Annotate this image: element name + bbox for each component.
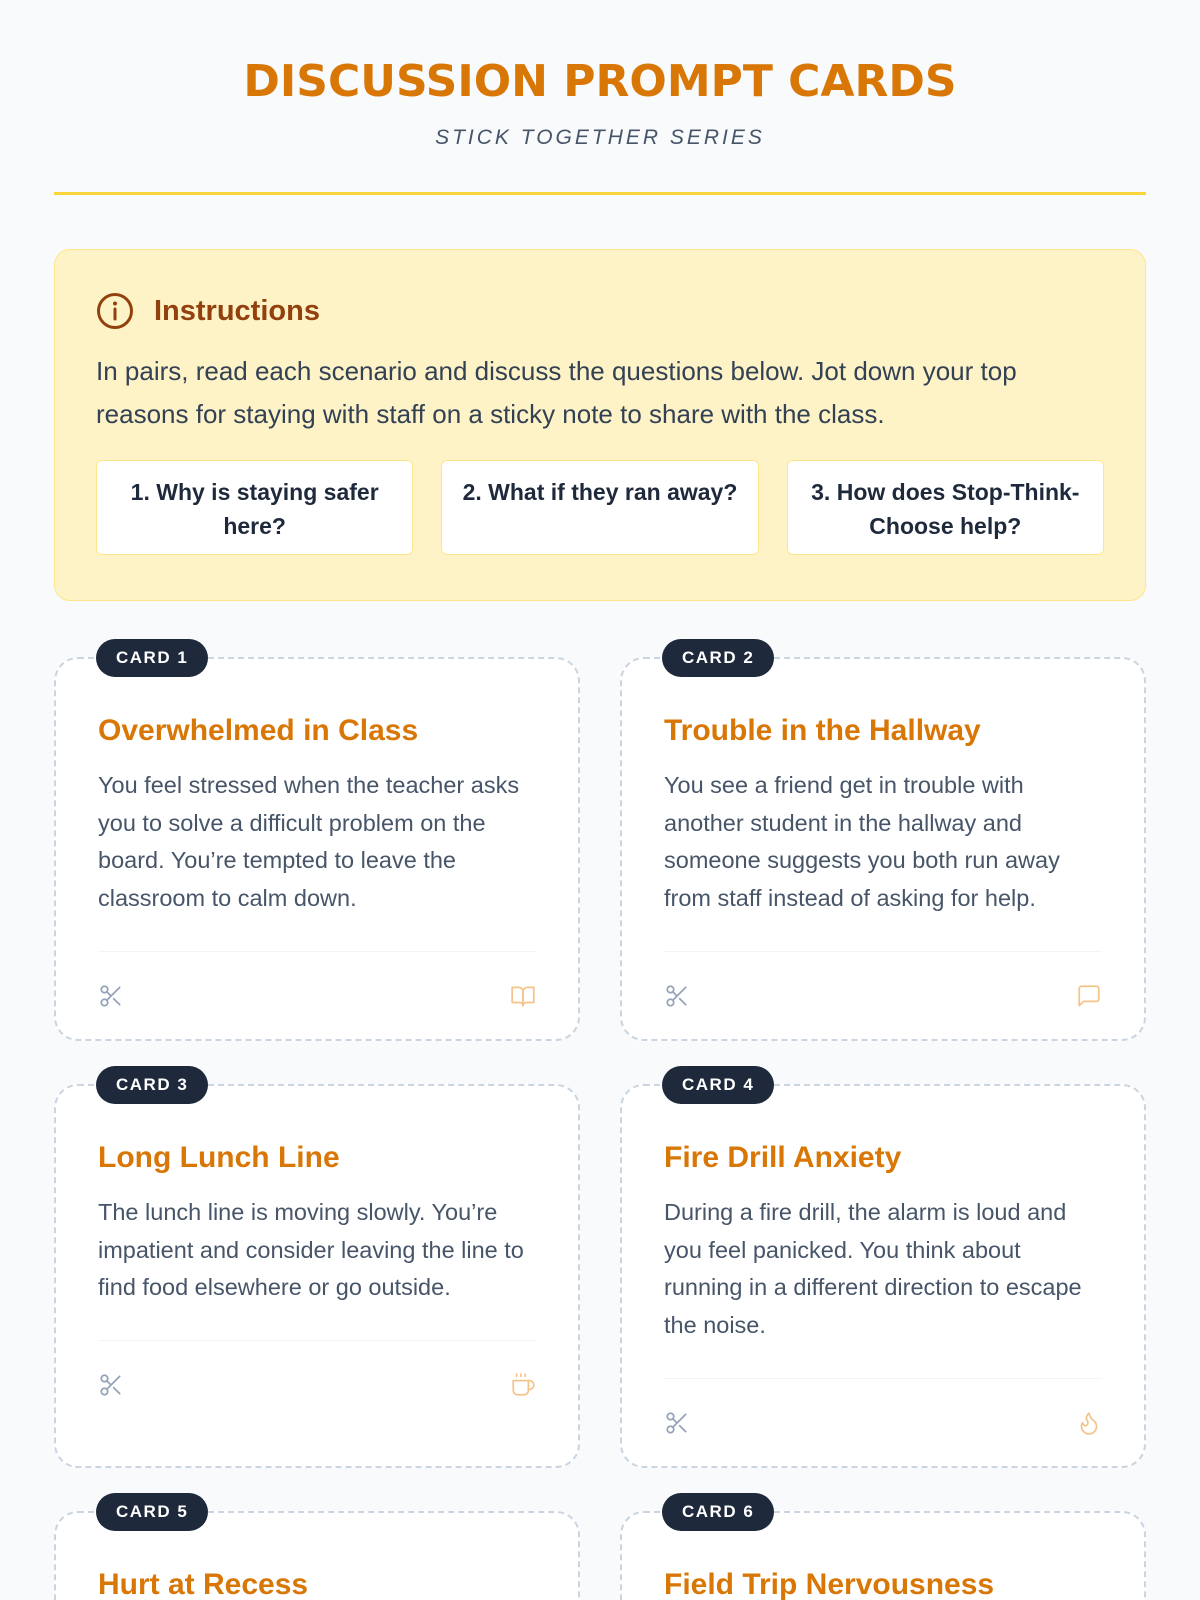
prompt-card-2 bbox=[620, 648, 1146, 1041]
prompt-card-1 bbox=[54, 648, 580, 1041]
card-badge: CARD 4 bbox=[662, 1066, 774, 1104]
prompt-card-3 bbox=[54, 1075, 580, 1468]
scissors-icon bbox=[664, 983, 690, 1009]
card-badge: CARD 1 bbox=[96, 639, 208, 677]
card-title: Long Lunch Line bbox=[98, 1141, 340, 1174]
prompt-card-5 bbox=[54, 1502, 580, 1600]
header bbox=[54, 0, 1146, 150]
card-badge: CARD 2 bbox=[662, 639, 774, 677]
question-list bbox=[96, 460, 1104, 555]
card-footer bbox=[98, 1340, 536, 1428]
info-icon bbox=[96, 292, 134, 330]
card-title: Fire Drill Anxiety bbox=[664, 1141, 902, 1174]
card-footer bbox=[664, 951, 1102, 1039]
card-text: The lunch line is moving slowly. You’re impatient and consider leaving the line to find food elsewhere or go outside. bbox=[98, 1199, 524, 1300]
instructions-text: In pairs, read each scenario and discuss the questions below. Jot down your top reasons for staying with staff on a sticky note to share with the class. bbox=[96, 356, 1017, 429]
book-icon bbox=[510, 983, 536, 1009]
question-1: 1. Why is staying safer here? bbox=[96, 460, 413, 555]
card-text: You see a friend get in trouble with another student in the hallway and someone suggests you both run away from staff instead of asking for help. bbox=[664, 772, 1060, 911]
instructions-panel bbox=[54, 249, 1146, 601]
card-badge: CARD 3 bbox=[96, 1066, 208, 1104]
prompt-card-4 bbox=[620, 1075, 1146, 1468]
instructions-title: Instructions bbox=[154, 294, 320, 327]
flame-icon bbox=[1076, 1410, 1102, 1436]
scissors-icon bbox=[98, 1372, 124, 1398]
card-title: Trouble in the Hallway bbox=[664, 714, 981, 747]
page-title: DISCUSSION PROMPT CARDS bbox=[243, 56, 957, 107]
card-text: During a fire drill, the alarm is loud and you feel panicked. You think about running in a different direction to escape the noise. bbox=[664, 1199, 1082, 1338]
chat-bubble-icon bbox=[1076, 983, 1102, 1009]
card-badge: CARD 6 bbox=[662, 1493, 774, 1531]
coffee-cup-icon bbox=[510, 1372, 536, 1398]
card-footer bbox=[98, 951, 536, 1039]
question-3: 3. How does Stop-Think-Choose help? bbox=[787, 460, 1104, 555]
page-subtitle: STICK TOGETHER SERIES bbox=[435, 126, 765, 149]
card-text: You feel stressed when the teacher asks you to solve a difficult problem on the board. You’re tempted to leave the classroom to calm down. bbox=[98, 772, 520, 911]
header-divider bbox=[54, 192, 1146, 195]
card-footer bbox=[664, 1378, 1102, 1466]
scissors-icon bbox=[98, 983, 124, 1009]
card-title: Overwhelmed in Class bbox=[98, 714, 419, 747]
card-title: Field Trip Nervousness bbox=[664, 1568, 995, 1600]
card-title: Hurt at Recess bbox=[98, 1568, 309, 1600]
instructions-header bbox=[96, 292, 1104, 330]
prompt-card-6 bbox=[620, 1502, 1146, 1600]
question-2: 2. What if they ran away? bbox=[441, 460, 758, 555]
scissors-icon bbox=[664, 1410, 690, 1436]
card-badge: CARD 5 bbox=[96, 1493, 208, 1531]
